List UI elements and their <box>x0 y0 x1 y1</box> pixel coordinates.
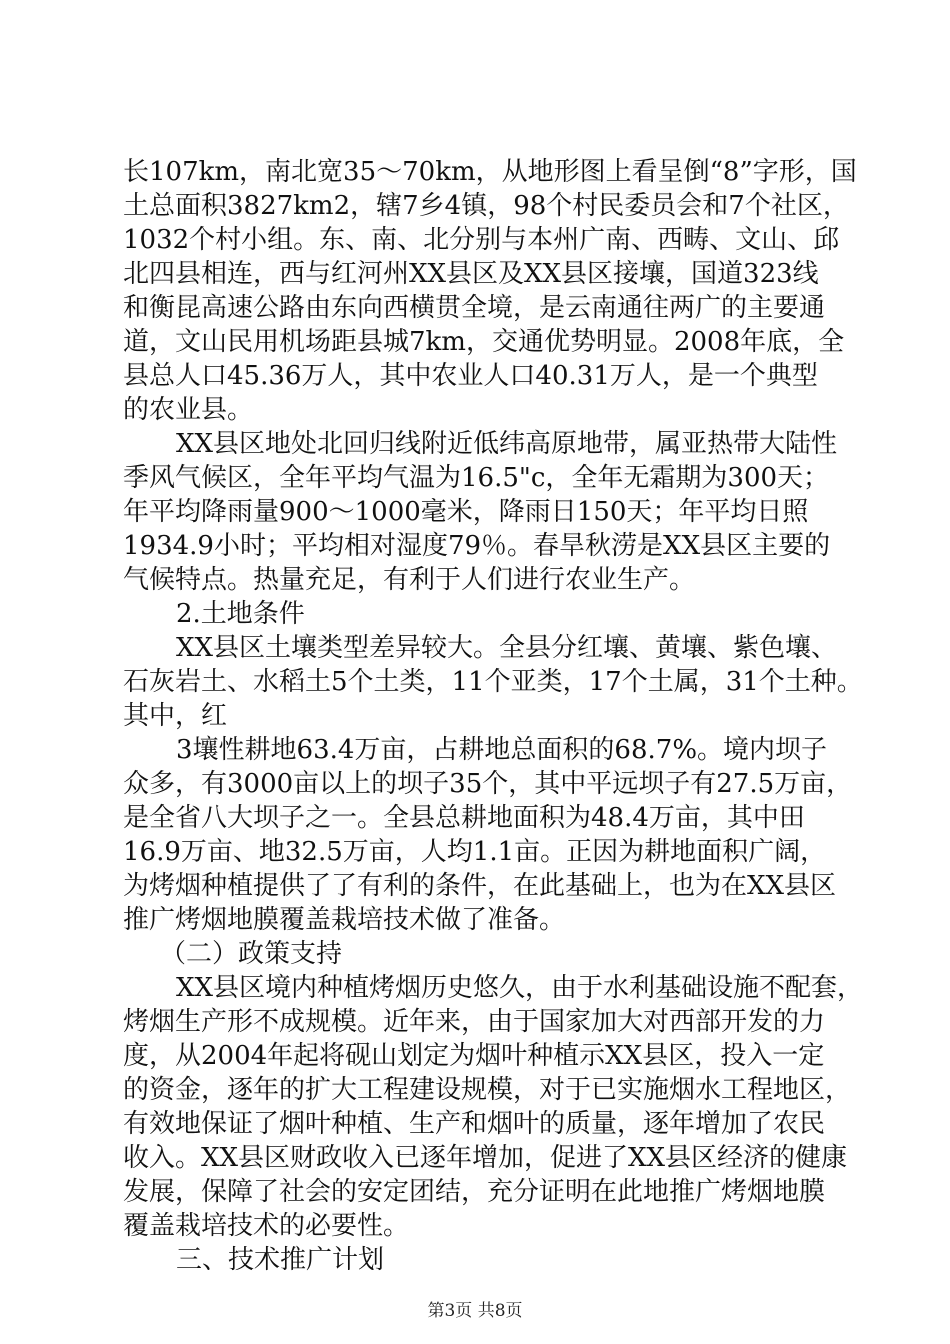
body-line: XX县区土壤类型差异较大。全县分红壤、黄壤、紫色壤、 <box>176 633 838 663</box>
body-line: 道，文山民用机场距县城7km，交通优势明显。2008年底，全 <box>123 327 845 357</box>
body-line: 和衡昆高速公路由东向西横贯全境，是云南通往两广的主要通 <box>123 293 826 323</box>
body-line: XX县区地处北回归线附近低纬高原地带，属亚热带大陆性 <box>176 429 838 459</box>
body-line: 年平均降雨量900～1000毫米，降雨日150天；年平均日照 <box>123 497 809 527</box>
body-line: 石灰岩土、水稻土5个土类，11个亚类，17个土属，31个土种。 <box>123 667 863 697</box>
body-line: 季风气候区，全年平均气温为16.5"c，全年无霜期为300天； <box>123 463 830 493</box>
body-line: XX县区境内种植烤烟历史悠久，由于水利基础设施不配套， <box>176 973 864 1003</box>
body-line: 长107km，南北宽35～70km，从地形图上看呈倒“8”字形，国 <box>123 157 857 187</box>
body-line: 烤烟生产形不成规模。近年来，由于国家加大对西部开发的力 <box>123 1007 826 1037</box>
body-line: 北四县相连，西与红河州XX县区及XX县区接壤，国道323线 <box>123 259 819 289</box>
body-line: 为烤烟种植提供了了有利的条件，在此基础上，也为在XX县区 <box>123 871 837 901</box>
body-line: 3壤性耕地63.4万亩，占耕地总面积的68.7%。境内坝子 <box>176 735 828 765</box>
body-line: 土总面积3827km2，辖7乡4镇，98个村民委员会和7个社区， <box>123 191 849 221</box>
body-line: 众多，有3000亩以上的坝子35个，其中平远坝子有27.5万亩， <box>123 769 853 799</box>
body-line: 发展，保障了社会的安定团结，充分证明在此地推广烤烟地膜 <box>123 1177 826 1207</box>
body-line: 推广烤烟地膜覆盖栽培技术做了准备。 <box>123 905 566 935</box>
body-line: 1032个村小组。东、南、北分别与本州广南、西畴、文山、邱 <box>123 225 840 255</box>
body-line: 覆盖栽培技术的必要性。 <box>123 1211 410 1241</box>
body-line: 收入。XX县区财政收入已逐年增加，促进了XX县区经济的健康 <box>123 1143 848 1173</box>
page-number-footer: 第3页 共8页 <box>427 1301 523 1321</box>
body-line: 度，从2004年起将砚山划定为烟叶种植示XX县区，投入一定 <box>123 1041 825 1071</box>
body-line: 县总人口45.36万人，其中农业人口40.31万人，是一个典型 <box>123 361 818 391</box>
body-line: 的资金，逐年的扩大工程建设规模，对于已实施烟水工程地区， <box>123 1075 852 1105</box>
body-line: 的农业县。 <box>123 395 254 425</box>
body-line: 16.9万亩、地32.5万亩，人均1.1亩。正因为耕地面积广阔， <box>123 837 827 867</box>
body-line: 其中，红 <box>123 701 228 731</box>
section-heading: 三、技术推广计划 <box>176 1245 385 1275</box>
body-line: 有效地保证了烟叶种植、生产和烟叶的质量，逐年增加了农民 <box>123 1109 826 1139</box>
body-line: 1934.9小时；平均相对湿度79％。春旱秋涝是XX县区主要的 <box>123 531 831 561</box>
body-line: 是全省八大坝子之一。全县总耕地面积为48.4万亩，其中田 <box>123 803 805 833</box>
section-heading: （二）政策支持 <box>160 939 343 969</box>
body-line: 气候特点。热量充足，有利于人们进行农业生产。 <box>123 565 696 595</box>
section-heading: 2.土地条件 <box>176 599 305 629</box>
